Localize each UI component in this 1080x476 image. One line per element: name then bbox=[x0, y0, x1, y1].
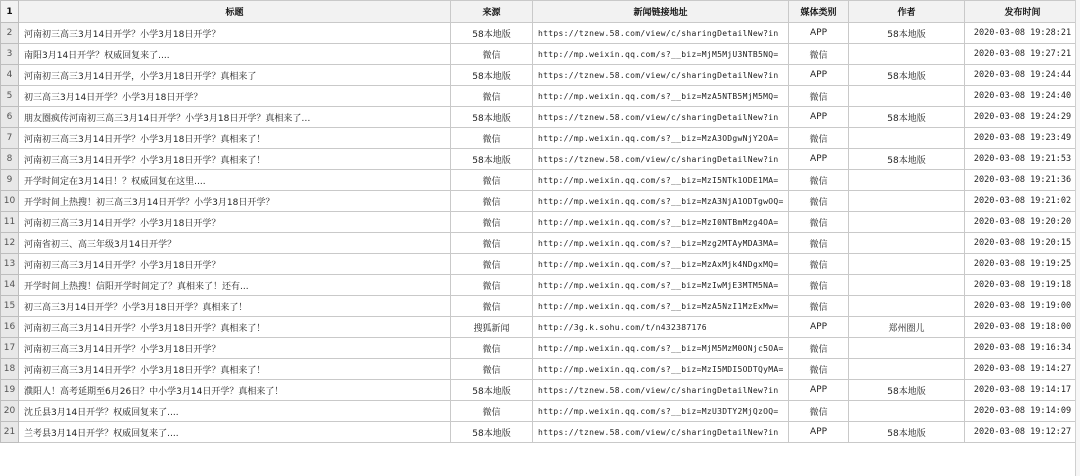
cell-source[interactable]: 微信 bbox=[451, 275, 533, 296]
cell-media[interactable]: 微信 bbox=[789, 212, 849, 233]
row-number[interactable]: 9 bbox=[1, 170, 19, 191]
cell-media[interactable]: 微信 bbox=[789, 275, 849, 296]
cell-source[interactable]: 58本地版 bbox=[451, 380, 533, 401]
cell-url[interactable]: http://mp.weixin.qq.com/s?__biz=Mzg2MTAyMDA3MA= bbox=[533, 233, 789, 254]
table-row bbox=[1, 380, 1080, 401]
cell-author[interactable]: 58本地版 bbox=[849, 422, 965, 443]
row-number[interactable]: 10 bbox=[1, 191, 19, 212]
cell-media[interactable]: 微信 bbox=[789, 233, 849, 254]
cell-url[interactable]: http://mp.weixin.qq.com/s?__biz=MzU3DTY2MjQzOQ= bbox=[533, 401, 789, 422]
cell-url[interactable]: https://tznew.58.com/view/c/sharingDetailNew?in bbox=[533, 23, 789, 44]
cell-title[interactable]: 河南省初三、高三年级3月14日开学？ bbox=[19, 233, 451, 254]
row-number[interactable]: 16 bbox=[1, 317, 19, 338]
cell-time[interactable]: 2020-03-08 19:27:21 bbox=[965, 44, 1080, 65]
table-row bbox=[1, 44, 1080, 65]
cell-title[interactable]: 濮阳人！高考延期至6月26日？中小学3月14日开学？真相来了！ bbox=[19, 380, 451, 401]
table-row bbox=[1, 107, 1080, 128]
cell-title[interactable]: 南阳3月14日开学？权威回复来了.... bbox=[19, 44, 451, 65]
cell-author[interactable] bbox=[849, 296, 965, 317]
cell-url[interactable]: http://mp.weixin.qq.com/s?__biz=MzI0NTBmMzg4OA= bbox=[533, 212, 789, 233]
cell-time[interactable]: 2020-03-08 19:21:53 bbox=[965, 149, 1080, 170]
cell-author[interactable] bbox=[849, 254, 965, 275]
cell-time[interactable]: 2020-03-08 19:24:29 bbox=[965, 107, 1080, 128]
cell-url[interactable]: http://mp.weixin.qq.com/s?__biz=MzAxMjk4NDgxMQ= bbox=[533, 254, 789, 275]
cell-source[interactable]: 58本地版 bbox=[451, 149, 533, 170]
cell-title[interactable]: 初三高三3月14日开学？小学3月18日开学？真相来了！ bbox=[19, 296, 451, 317]
cell-media[interactable]: 微信 bbox=[789, 359, 849, 380]
cell-source[interactable]: 微信 bbox=[451, 128, 533, 149]
cell-title[interactable]: 河南初三高三3月14日开学？小学3月18日开学？ bbox=[19, 212, 451, 233]
row-number[interactable]: 13 bbox=[1, 254, 19, 275]
cell-url[interactable]: http://3g.k.sohu.com/t/n432387176 bbox=[533, 317, 789, 338]
cell-url[interactable]: https://tznew.58.com/view/c/sharingDetailNew?in bbox=[533, 65, 789, 86]
table-row bbox=[1, 422, 1080, 443]
cell-source[interactable]: 微信 bbox=[451, 191, 533, 212]
cell-source[interactable]: 微信 bbox=[451, 401, 533, 422]
cell-time[interactable]: 2020-03-08 19:19:00 bbox=[965, 296, 1080, 317]
cell-author[interactable]: 58本地版 bbox=[849, 149, 965, 170]
cell-media[interactable]: 微信 bbox=[789, 170, 849, 191]
cell-author[interactable] bbox=[849, 359, 965, 380]
row-number[interactable]: 6 bbox=[1, 107, 19, 128]
cell-time[interactable]: 2020-03-08 19:14:17 bbox=[965, 380, 1080, 401]
table-row bbox=[1, 359, 1080, 380]
cell-source[interactable]: 微信 bbox=[451, 212, 533, 233]
column-header-url[interactable]: 新闻链接地址 bbox=[533, 1, 789, 23]
cell-media[interactable]: APP bbox=[789, 149, 849, 170]
table-row bbox=[1, 128, 1080, 149]
cell-title[interactable]: 河南初三高三3月14日开学？小学3月18日开学？ bbox=[19, 338, 451, 359]
cell-media[interactable]: APP bbox=[789, 422, 849, 443]
cell-time[interactable]: 2020-03-08 19:19:25 bbox=[965, 254, 1080, 275]
cell-title[interactable]: 开学时间上热搜！初三高三3月14日开学？小学3月18日开学？ bbox=[19, 191, 451, 212]
cell-source[interactable]: 58本地版 bbox=[451, 23, 533, 44]
row-number[interactable]: 14 bbox=[1, 275, 19, 296]
cell-author[interactable] bbox=[849, 401, 965, 422]
cell-source[interactable]: 微信 bbox=[451, 338, 533, 359]
cell-title[interactable]: 河南初三高三3月14日开学？小学3月18日开学？ bbox=[19, 254, 451, 275]
cell-time[interactable]: 2020-03-08 19:20:15 bbox=[965, 233, 1080, 254]
cell-time[interactable]: 2020-03-08 19:14:27 bbox=[965, 359, 1080, 380]
table-row bbox=[1, 317, 1080, 338]
cell-title[interactable]: 开学时间上热搜！信阳开学时间定了？真相来了！还有... bbox=[19, 275, 451, 296]
row-number[interactable]: 21 bbox=[1, 422, 19, 443]
cell-title[interactable]: 开学时间定在3月14日！？权威回复在这里.... bbox=[19, 170, 451, 191]
cell-time[interactable]: 2020-03-08 19:21:02 bbox=[965, 191, 1080, 212]
table-row bbox=[1, 149, 1080, 170]
cell-time[interactable]: 2020-03-08 19:18:00 bbox=[965, 317, 1080, 338]
cell-source[interactable]: 58本地版 bbox=[451, 65, 533, 86]
cell-title[interactable]: 河南初三高三3月14日开学？小学3月18日开学？ bbox=[19, 23, 451, 44]
row-number[interactable]: 11 bbox=[1, 212, 19, 233]
cell-media[interactable]: 微信 bbox=[789, 44, 849, 65]
cell-source[interactable]: 微信 bbox=[451, 233, 533, 254]
cell-url[interactable]: https://tznew.58.com/view/c/sharingDetailNew?in bbox=[533, 422, 789, 443]
cell-media[interactable]: APP bbox=[789, 317, 849, 338]
cell-author[interactable] bbox=[849, 212, 965, 233]
cell-media[interactable]: 微信 bbox=[789, 191, 849, 212]
row-number[interactable]: 2 bbox=[1, 23, 19, 44]
row-number[interactable]: 3 bbox=[1, 44, 19, 65]
cell-url[interactable]: http://mp.weixin.qq.com/s?__biz=MzI5NTk1ODE1MA= bbox=[533, 170, 789, 191]
cell-time[interactable]: 2020-03-08 19:28:21 bbox=[965, 23, 1080, 44]
cell-title[interactable]: 河南初三高三3月14日开学？小学3月18日开学？真相来了！ bbox=[19, 317, 451, 338]
cell-author[interactable]: 58本地版 bbox=[849, 23, 965, 44]
cell-source[interactable]: 微信 bbox=[451, 170, 533, 191]
scroll-edge bbox=[1075, 0, 1080, 476]
row-number[interactable]: 12 bbox=[1, 233, 19, 254]
cell-author[interactable]: 58本地版 bbox=[849, 65, 965, 86]
column-header-author[interactable]: 作者 bbox=[849, 1, 965, 23]
cell-time[interactable]: 2020-03-08 19:19:18 bbox=[965, 275, 1080, 296]
cell-media[interactable]: 微信 bbox=[789, 254, 849, 275]
cell-author[interactable] bbox=[849, 44, 965, 65]
row-number[interactable]: 17 bbox=[1, 338, 19, 359]
cell-title[interactable]: 初三高三3月14日开学？小学3月18日开学？ bbox=[19, 86, 451, 107]
row-number[interactable]: 4 bbox=[1, 65, 19, 86]
cell-url[interactable]: http://mp.weixin.qq.com/s?__biz=MjM5MzM0ONjc5OA= bbox=[533, 338, 789, 359]
cell-media[interactable]: 微信 bbox=[789, 128, 849, 149]
row-number[interactable]: 15 bbox=[1, 296, 19, 317]
cell-author[interactable] bbox=[849, 170, 965, 191]
table-row bbox=[1, 338, 1080, 359]
cell-source[interactable]: 微信 bbox=[451, 254, 533, 275]
cell-source[interactable]: 微信 bbox=[451, 296, 533, 317]
column-header-title[interactable]: 标题 bbox=[19, 1, 451, 23]
cell-media[interactable]: 微信 bbox=[789, 401, 849, 422]
row-number[interactable]: 18 bbox=[1, 359, 19, 380]
cell-time[interactable]: 2020-03-08 19:21:36 bbox=[965, 170, 1080, 191]
column-header-time[interactable]: 发布时间 bbox=[965, 1, 1080, 23]
cell-url[interactable]: http://mp.weixin.qq.com/s?__biz=MjM5MjU3NTB5NQ= bbox=[533, 44, 789, 65]
table-row bbox=[1, 23, 1080, 44]
table-row bbox=[1, 170, 1080, 191]
cell-media[interactable]: 微信 bbox=[789, 338, 849, 359]
row-number[interactable]: 5 bbox=[1, 86, 19, 107]
cell-author[interactable] bbox=[849, 191, 965, 212]
row-number-header[interactable]: 1 bbox=[1, 1, 19, 23]
cell-author[interactable] bbox=[849, 275, 965, 296]
cell-author[interactable]: 58本地版 bbox=[849, 107, 965, 128]
cell-author[interactable] bbox=[849, 233, 965, 254]
cell-title[interactable]: 沈丘县3月14日开学？权威回复来了.... bbox=[19, 401, 451, 422]
cell-time[interactable]: 2020-03-08 19:23:49 bbox=[965, 128, 1080, 149]
cell-url[interactable]: http://mp.weixin.qq.com/s?__biz=MzA3ODgwNjY2OA= bbox=[533, 128, 789, 149]
cell-media[interactable]: APP bbox=[789, 65, 849, 86]
cell-media[interactable]: 微信 bbox=[789, 86, 849, 107]
cell-title[interactable]: 河南初三高三3月14日开学？小学3月18日开学？真相来了！ bbox=[19, 149, 451, 170]
cell-source[interactable]: 微信 bbox=[451, 44, 533, 65]
cell-url[interactable]: https://tznew.58.com/view/c/sharingDetailNew?in bbox=[533, 380, 789, 401]
cell-title[interactable]: 河南初三高三3月14日开学？小学3月18日开学？真相来了！ bbox=[19, 359, 451, 380]
cell-time[interactable]: 2020-03-08 19:12:27 bbox=[965, 422, 1080, 443]
cell-media[interactable]: 微信 bbox=[789, 296, 849, 317]
column-header-media[interactable]: 媒体类别 bbox=[789, 1, 849, 23]
row-number[interactable]: 19 bbox=[1, 380, 19, 401]
cell-source[interactable]: 搜狐新闻 bbox=[451, 317, 533, 338]
cell-time[interactable]: 2020-03-08 19:16:34 bbox=[965, 338, 1080, 359]
cell-time[interactable]: 2020-03-08 19:24:44 bbox=[965, 65, 1080, 86]
cell-media[interactable]: APP bbox=[789, 380, 849, 401]
row-number[interactable]: 20 bbox=[1, 401, 19, 422]
cell-url[interactable]: http://mp.weixin.qq.com/s?__biz=MzA3NjA1ODTgwOQ= bbox=[533, 191, 789, 212]
cell-media[interactable]: APP bbox=[789, 107, 849, 128]
cell-url[interactable]: http://mp.weixin.qq.com/s?__biz=MzIwMjE3MTM5NA= bbox=[533, 275, 789, 296]
cell-url[interactable]: http://mp.weixin.qq.com/s?__biz=MzI5MDI5ODTQyMA= bbox=[533, 359, 789, 380]
cell-media[interactable]: APP bbox=[789, 23, 849, 44]
cell-author[interactable]: 郑州圈儿 bbox=[849, 317, 965, 338]
cell-url[interactable]: http://mp.weixin.qq.com/s?__biz=MzA5NTB5MjM5MQ= bbox=[533, 86, 789, 107]
table-row bbox=[1, 233, 1080, 254]
cell-title[interactable]: 朋友圈疯传河南初三高三3月14日开学？小学3月18日开学？真相来了… bbox=[19, 107, 451, 128]
cell-source[interactable]: 微信 bbox=[451, 359, 533, 380]
cell-time[interactable]: 2020-03-08 19:14:09 bbox=[965, 401, 1080, 422]
cell-author[interactable] bbox=[849, 86, 965, 107]
cell-title[interactable]: 兰考县3月14日开学？权威回复来了.... bbox=[19, 422, 451, 443]
cell-source[interactable]: 微信 bbox=[451, 86, 533, 107]
cell-url[interactable]: http://mp.weixin.qq.com/s?__biz=MzA5NzI1MzExMw= bbox=[533, 296, 789, 317]
column-header-source[interactable]: 来源 bbox=[451, 1, 533, 23]
table-row bbox=[1, 86, 1080, 107]
cell-time[interactable]: 2020-03-08 19:20:20 bbox=[965, 212, 1080, 233]
table-row bbox=[1, 212, 1080, 233]
table-row bbox=[1, 65, 1080, 86]
row-number[interactable]: 8 bbox=[1, 149, 19, 170]
cell-url[interactable]: https://tznew.58.com/view/c/sharingDetailNew?in bbox=[533, 107, 789, 128]
table-row bbox=[1, 254, 1080, 275]
cell-time[interactable]: 2020-03-08 19:24:40 bbox=[965, 86, 1080, 107]
cell-author[interactable]: 58本地版 bbox=[849, 380, 965, 401]
cell-title[interactable]: 河南初三高三3月14日开学？小学3月18日开学？真相来了！ bbox=[19, 128, 451, 149]
cell-title[interactable]: 河南初三高三3月14日开学，小学3月18日开学？真相来了 bbox=[19, 65, 451, 86]
table-row bbox=[1, 191, 1080, 212]
table-row bbox=[1, 275, 1080, 296]
cell-source[interactable]: 58本地版 bbox=[451, 422, 533, 443]
table-row bbox=[1, 401, 1080, 422]
cell-source[interactable]: 58本地版 bbox=[451, 107, 533, 128]
table-row bbox=[1, 296, 1080, 317]
cell-author[interactable] bbox=[849, 128, 965, 149]
row-number[interactable]: 7 bbox=[1, 128, 19, 149]
cell-url[interactable]: https://tznew.58.com/view/c/sharingDetailNew?in bbox=[533, 149, 789, 170]
cell-author[interactable] bbox=[849, 338, 965, 359]
header-row bbox=[1, 1, 1080, 23]
